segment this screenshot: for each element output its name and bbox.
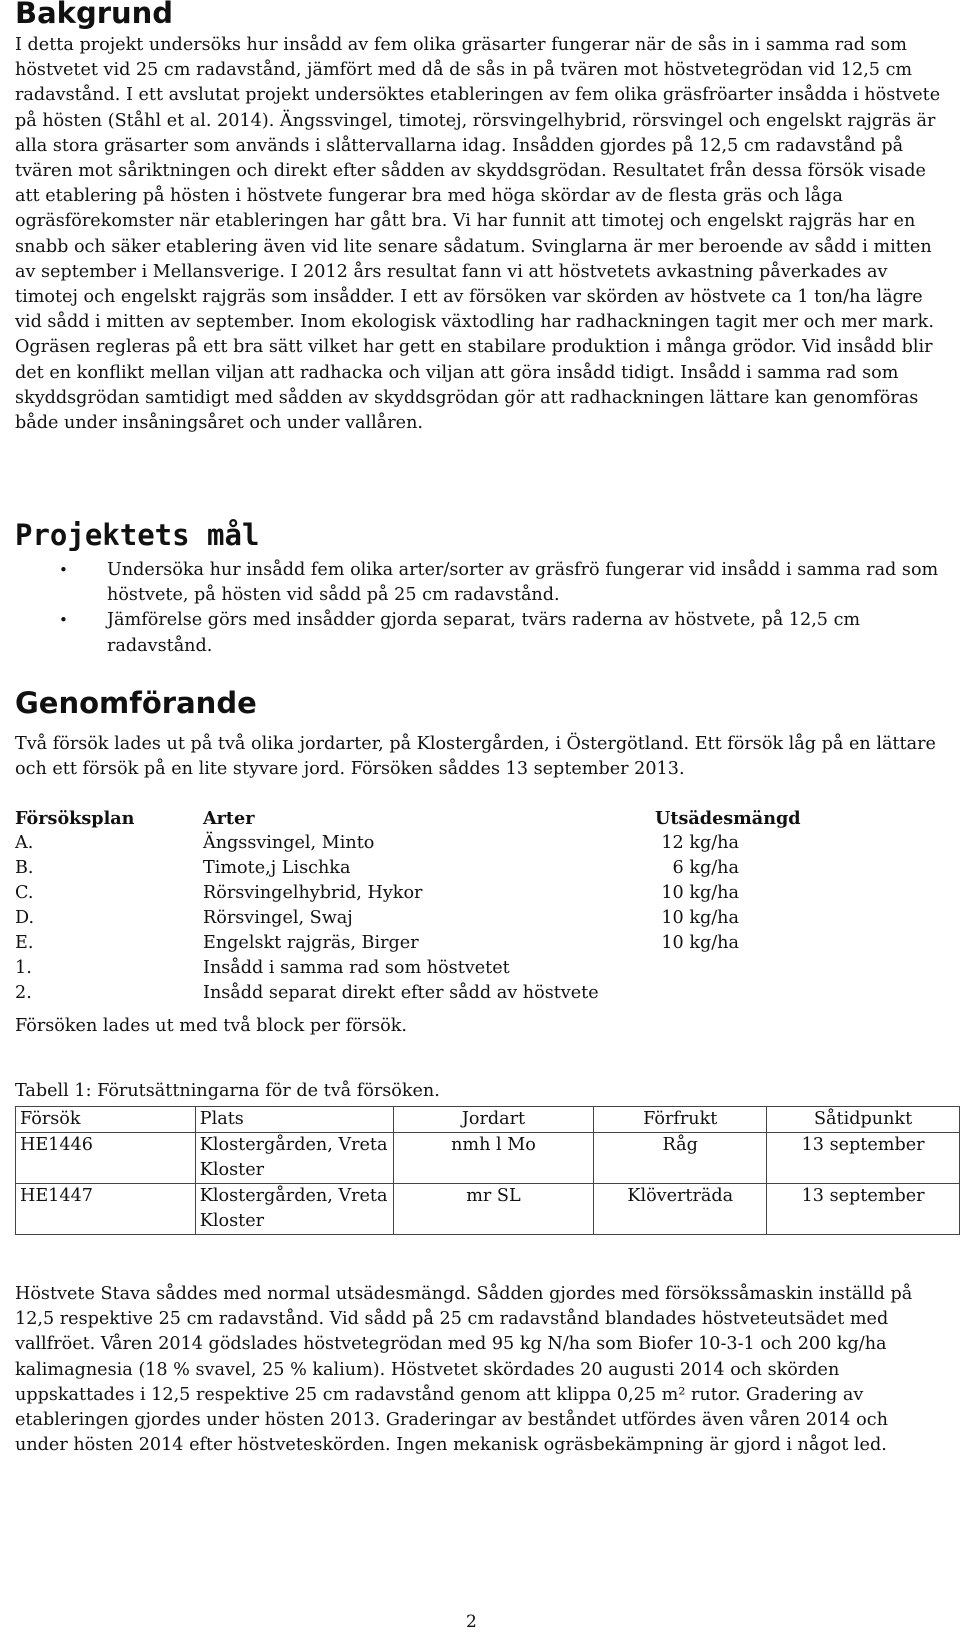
plan-seed-rate: 6 kg/ha xyxy=(672,858,739,878)
table-cell: mr SL xyxy=(393,1184,594,1235)
table-row xyxy=(15,956,945,981)
table-row xyxy=(15,906,945,931)
plan-species: Ängssvingel, Minto xyxy=(203,833,375,853)
plan-seed-rate: 10 kg/ha xyxy=(661,933,739,953)
implementation-intro: Två försök lades ut på två olika jordarter, på Klostergården, i Östergötland. Ett försök låg på en lättare och ett försök på en lite styvare jord. Försöken såddes 13 september 2013. xyxy=(15,734,936,780)
plan-seed-rate: 12 kg/ha xyxy=(661,833,739,853)
table-cell: 13 september xyxy=(767,1184,960,1235)
table-header-cell: Försök xyxy=(16,1107,196,1133)
plan-code: B. xyxy=(15,858,34,878)
table-row xyxy=(15,981,945,1006)
table-header-row xyxy=(16,1107,960,1133)
plan-species: Insådd i samma rad som höstvetet xyxy=(203,958,510,978)
plan-code: 1. xyxy=(15,958,32,978)
table-header-cell: Förfrukt xyxy=(594,1107,767,1133)
table-cell: 13 september xyxy=(767,1133,960,1184)
plan-species: Engelskt rajgräs, Birger xyxy=(203,933,419,953)
goals-heading: Projektets mål xyxy=(15,518,260,552)
implementation-heading: Genomförande xyxy=(15,686,257,720)
plan-code: C. xyxy=(15,883,34,903)
plan-species: Timote,j Lischka xyxy=(203,858,351,878)
background-paragraph: I detta projekt undersöks hur insådd av fem olika gräsarter fungerar när de sås in i samma rad som höstvetet vid 25 cm radavstånd, jämfört med då de sås in på tvären mot höstvetegrödan vid 12,5 cm radavstånd. I ett avslutat projekt undersöktes etableringen av fem olika gräsfröarter insådda i höstvete på hösten (Ståhl et al. 2014). Ängssvingel, timotej, rörsvingelhybrid, rörsvingel och engelskt rajgräs är alla stora gräsarter som används i slåttervallarna idag. Insådden gjordes på 12,5 cm radavstånd på tvären mot såriktningen och direkt efter sådden av skyddsgrödan. Resultatet från dessa försök visade att etablering på hösten i höstvete fungerar bra med höga skördar av de flesta gräs och låga ogräsförekomster när etableringen har gått bra. Vi har funnit att timotej och engelskt rajgräs har en snabb och säker etablering även vid lite senare sådatum. Svinglarna är mer beroende av sådd i mitten av september i Mellansverige. I 2012 års resultat fann vi att höstvetets avkastning påverkades av timotej och engelskt rajgräs som insådder. I ett av försöken var skörden av höstvete ca 1 ton/ha lägre vid sådd i mitten av september. Inom ekologisk växtodling har radhackningen tagit mer och mer mark. Ogräsen regleras på ett bra sätt vilket har gett en stabilare produktion i många grödor. Vid insådd blir det en konflikt mellan viljan att radhacka och viljan att göra insådd tidigt. Insådd i samma rad som skyddsgrödan samtidigt med sådden av skyddsgrödan gör att radhackningen lättare kan genomföras både under insåningsåret och under vallåren. xyxy=(15,35,941,434)
table-row xyxy=(16,1184,960,1235)
block-note: Försöken lades ut med två block per försök. xyxy=(15,1016,407,1036)
closing-paragraph: Höstvete Stava såddes med normal utsädesmängd. Sådden gjordes med försökssåmaskin inställd på 12,5 respektive 25 cm radavstånd. Vid sådd på 25 cm radavstånd blandades höstveteutsädet med vallfröet. Våren 2014 gödslades höstvetegrödan med 95 kg N/ha som Biofer 10-3-1 och 200 kg/ha kalimagnesia (18 % svavel, 25 % kalium). Höstvetet skördades 20 augusti 2014 och skörden uppskattades i 12,5 respektive 25 cm radavstånd genom att klippa 0,25 m² rutor. Gradering av etableringen gjordes under hösten 2013. Graderingar av beståndet utfördes även våren 2014 och under hösten 2014 efter höstveteskörden. Ingen mekanisk ogräsbekämpning är gjord i något led. xyxy=(15,1284,913,1456)
table-caption: Tabell 1: Förutsättningarna för de två försöken. xyxy=(15,1081,440,1101)
list-item xyxy=(15,558,945,608)
trial-plan xyxy=(15,806,945,1006)
table-header-cell: Såtidpunkt xyxy=(767,1107,960,1133)
plan-code: E. xyxy=(15,933,34,953)
table-cell: Klostergården, Vreta Kloster xyxy=(195,1133,393,1184)
table-row xyxy=(16,1133,960,1184)
table-row xyxy=(15,931,945,956)
table-cell: HE1447 xyxy=(16,1184,196,1235)
plan-code: A. xyxy=(15,833,34,853)
trial-plan-header xyxy=(15,806,945,831)
table-row xyxy=(15,856,945,881)
plan-header-cell: Utsädesmängd xyxy=(655,808,801,829)
table-row xyxy=(15,831,945,856)
plan-code: 2. xyxy=(15,983,32,1003)
goal-text: Jämförelse görs med insådder gjorda separat, tvärs raderna av höstvete, på 12,5 cm radavstånd. xyxy=(107,610,861,656)
table-cell: HE1446 xyxy=(16,1133,196,1184)
goal-text: Undersöka hur insådd fem olika arter/sorter av gräsfrö fungerar vid insådd i samma rad som höstvete, på hösten vid sådd på 25 cm radavstånd. xyxy=(107,560,939,606)
table-header-cell: Plats xyxy=(195,1107,393,1133)
table-row xyxy=(15,881,945,906)
plan-seed-rate: 10 kg/ha xyxy=(661,883,739,903)
table-header-cell: Jordart xyxy=(393,1107,594,1133)
plan-seed-rate: 10 kg/ha xyxy=(661,908,739,928)
plan-header-cell: Försöksplan xyxy=(15,808,135,829)
goals-list xyxy=(15,558,945,659)
list-item xyxy=(15,608,945,658)
conditions-table xyxy=(15,1106,960,1235)
plan-species: Rörsvingelhybrid, Hykor xyxy=(203,883,423,903)
plan-header-cell: Arter xyxy=(203,808,255,829)
table-cell: Klostergården, Vreta Kloster xyxy=(195,1184,393,1235)
plan-species: Rörsvingel, Swaj xyxy=(203,908,353,928)
page-number: 2 xyxy=(466,1612,477,1632)
background-heading: Bakgrund xyxy=(15,0,174,30)
bullet-icon: • xyxy=(59,561,68,579)
plan-species: Insådd separat direkt efter sådd av höstvete xyxy=(203,983,599,1003)
table-cell: nmh l Mo xyxy=(393,1133,594,1184)
table-cell: Klöverträda xyxy=(594,1184,767,1235)
table-cell: Råg xyxy=(594,1133,767,1184)
plan-code: D. xyxy=(15,908,35,928)
bullet-icon: • xyxy=(59,611,68,630)
